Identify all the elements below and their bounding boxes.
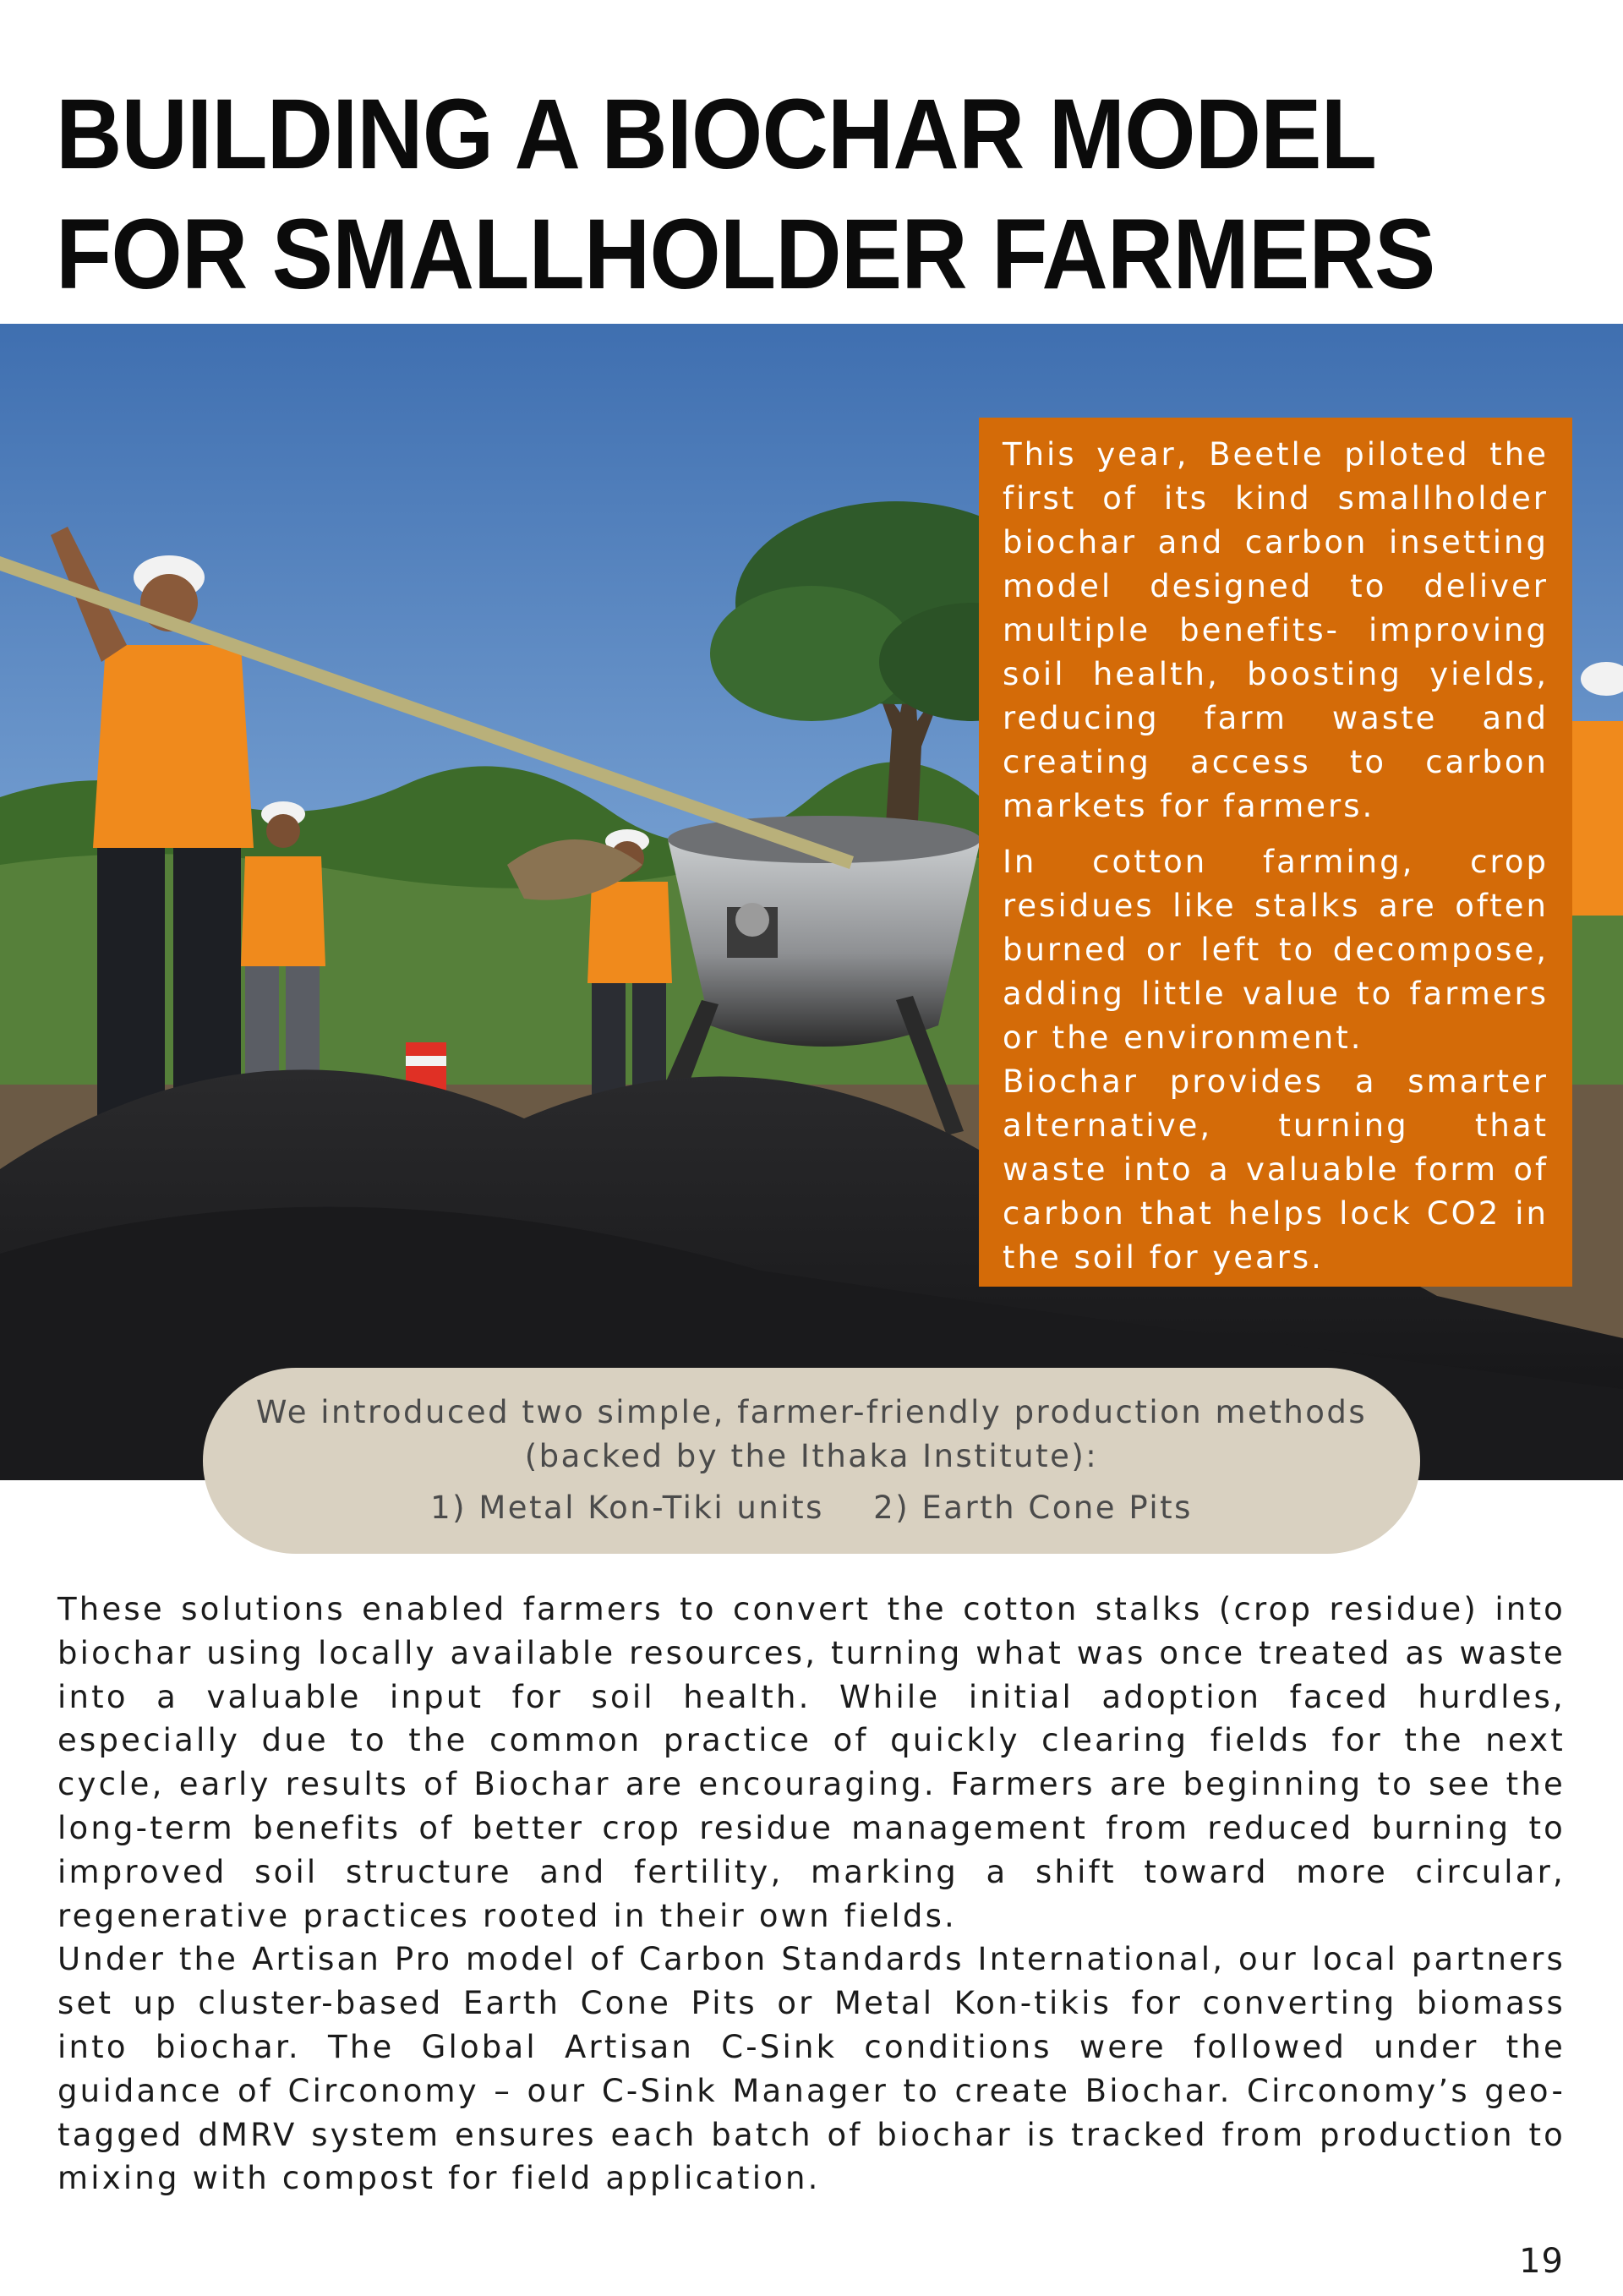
page-title-line-1: BUILDING A BIOCHAR MODEL [56,79,1377,190]
page-title [56,74,1456,314]
page-title-line-2: FOR SMALLHOLDER FARMERS [56,199,1435,310]
methods-intro: We introduced two simple, farmer-friendly production methods (backed by the Ithaka Institute): [255,1394,1368,1474]
pilot-summary-box [979,418,1572,1287]
pilot-summary-paragraph: This year, Beetle piloted the first of its kind smallholder biochar and carbon insetting model designed to deliver multiple benefits- improving soil health, boosting yields, reducing farm waste and creating access to carbon markets for farmers. [1003,436,1549,824]
body-text [57,1588,1566,2200]
cotton-residue-paragraph: In cotton farming, crop residues like stalks are often burned or left to decompose, adding little value to farmers or the environment. [1003,844,1549,1056]
biochar-alternative-paragraph: Biochar provides a smarter alternative, turning that waste into a valuable form of carbon that helps lock CO2 in the soil for years. [1003,1063,1549,1276]
body-paragraph: These solutions enabled farmers to convert the cotton stalks (crop residue) into biochar using locally available resources, turning what was once treated as waste into a valuable input for soil health. While initial adoption faced hurdles, especially due to the common practice of quickly clearing fields for the next cycle, early results of Biochar are encouraging. Farmers are beginning to see the long-term benefits of better crop residue management from reduced burning to improved soil structure and fertility, marking a shift toward more circular, regenerative practices rooted in their own fields. [57,1591,1566,1934]
page-number: 19 [1519,2242,1564,2281]
production-methods-callout [203,1368,1420,1554]
methods-list [203,1486,1420,1530]
method-item: 2) Earth Cone Pits [873,1490,1193,1526]
body-paragraph: Under the Artisan Pro model of Carbon Standards International, our local partners set up cluster-based Earth Cone Pits or Metal Kon-tikis for converting biomass into biochar. The Global Artisan C-Sink conditions were followed under the guidance of Circonomy – our C-Sink Manager to create Biochar. Circonomy’s geo-tagged dMRV system ensures each batch of biochar is tracked from production to mixing with compost for field application. [57,1941,1566,2197]
method-item: 1) Metal Kon-Tiki units [430,1490,824,1526]
